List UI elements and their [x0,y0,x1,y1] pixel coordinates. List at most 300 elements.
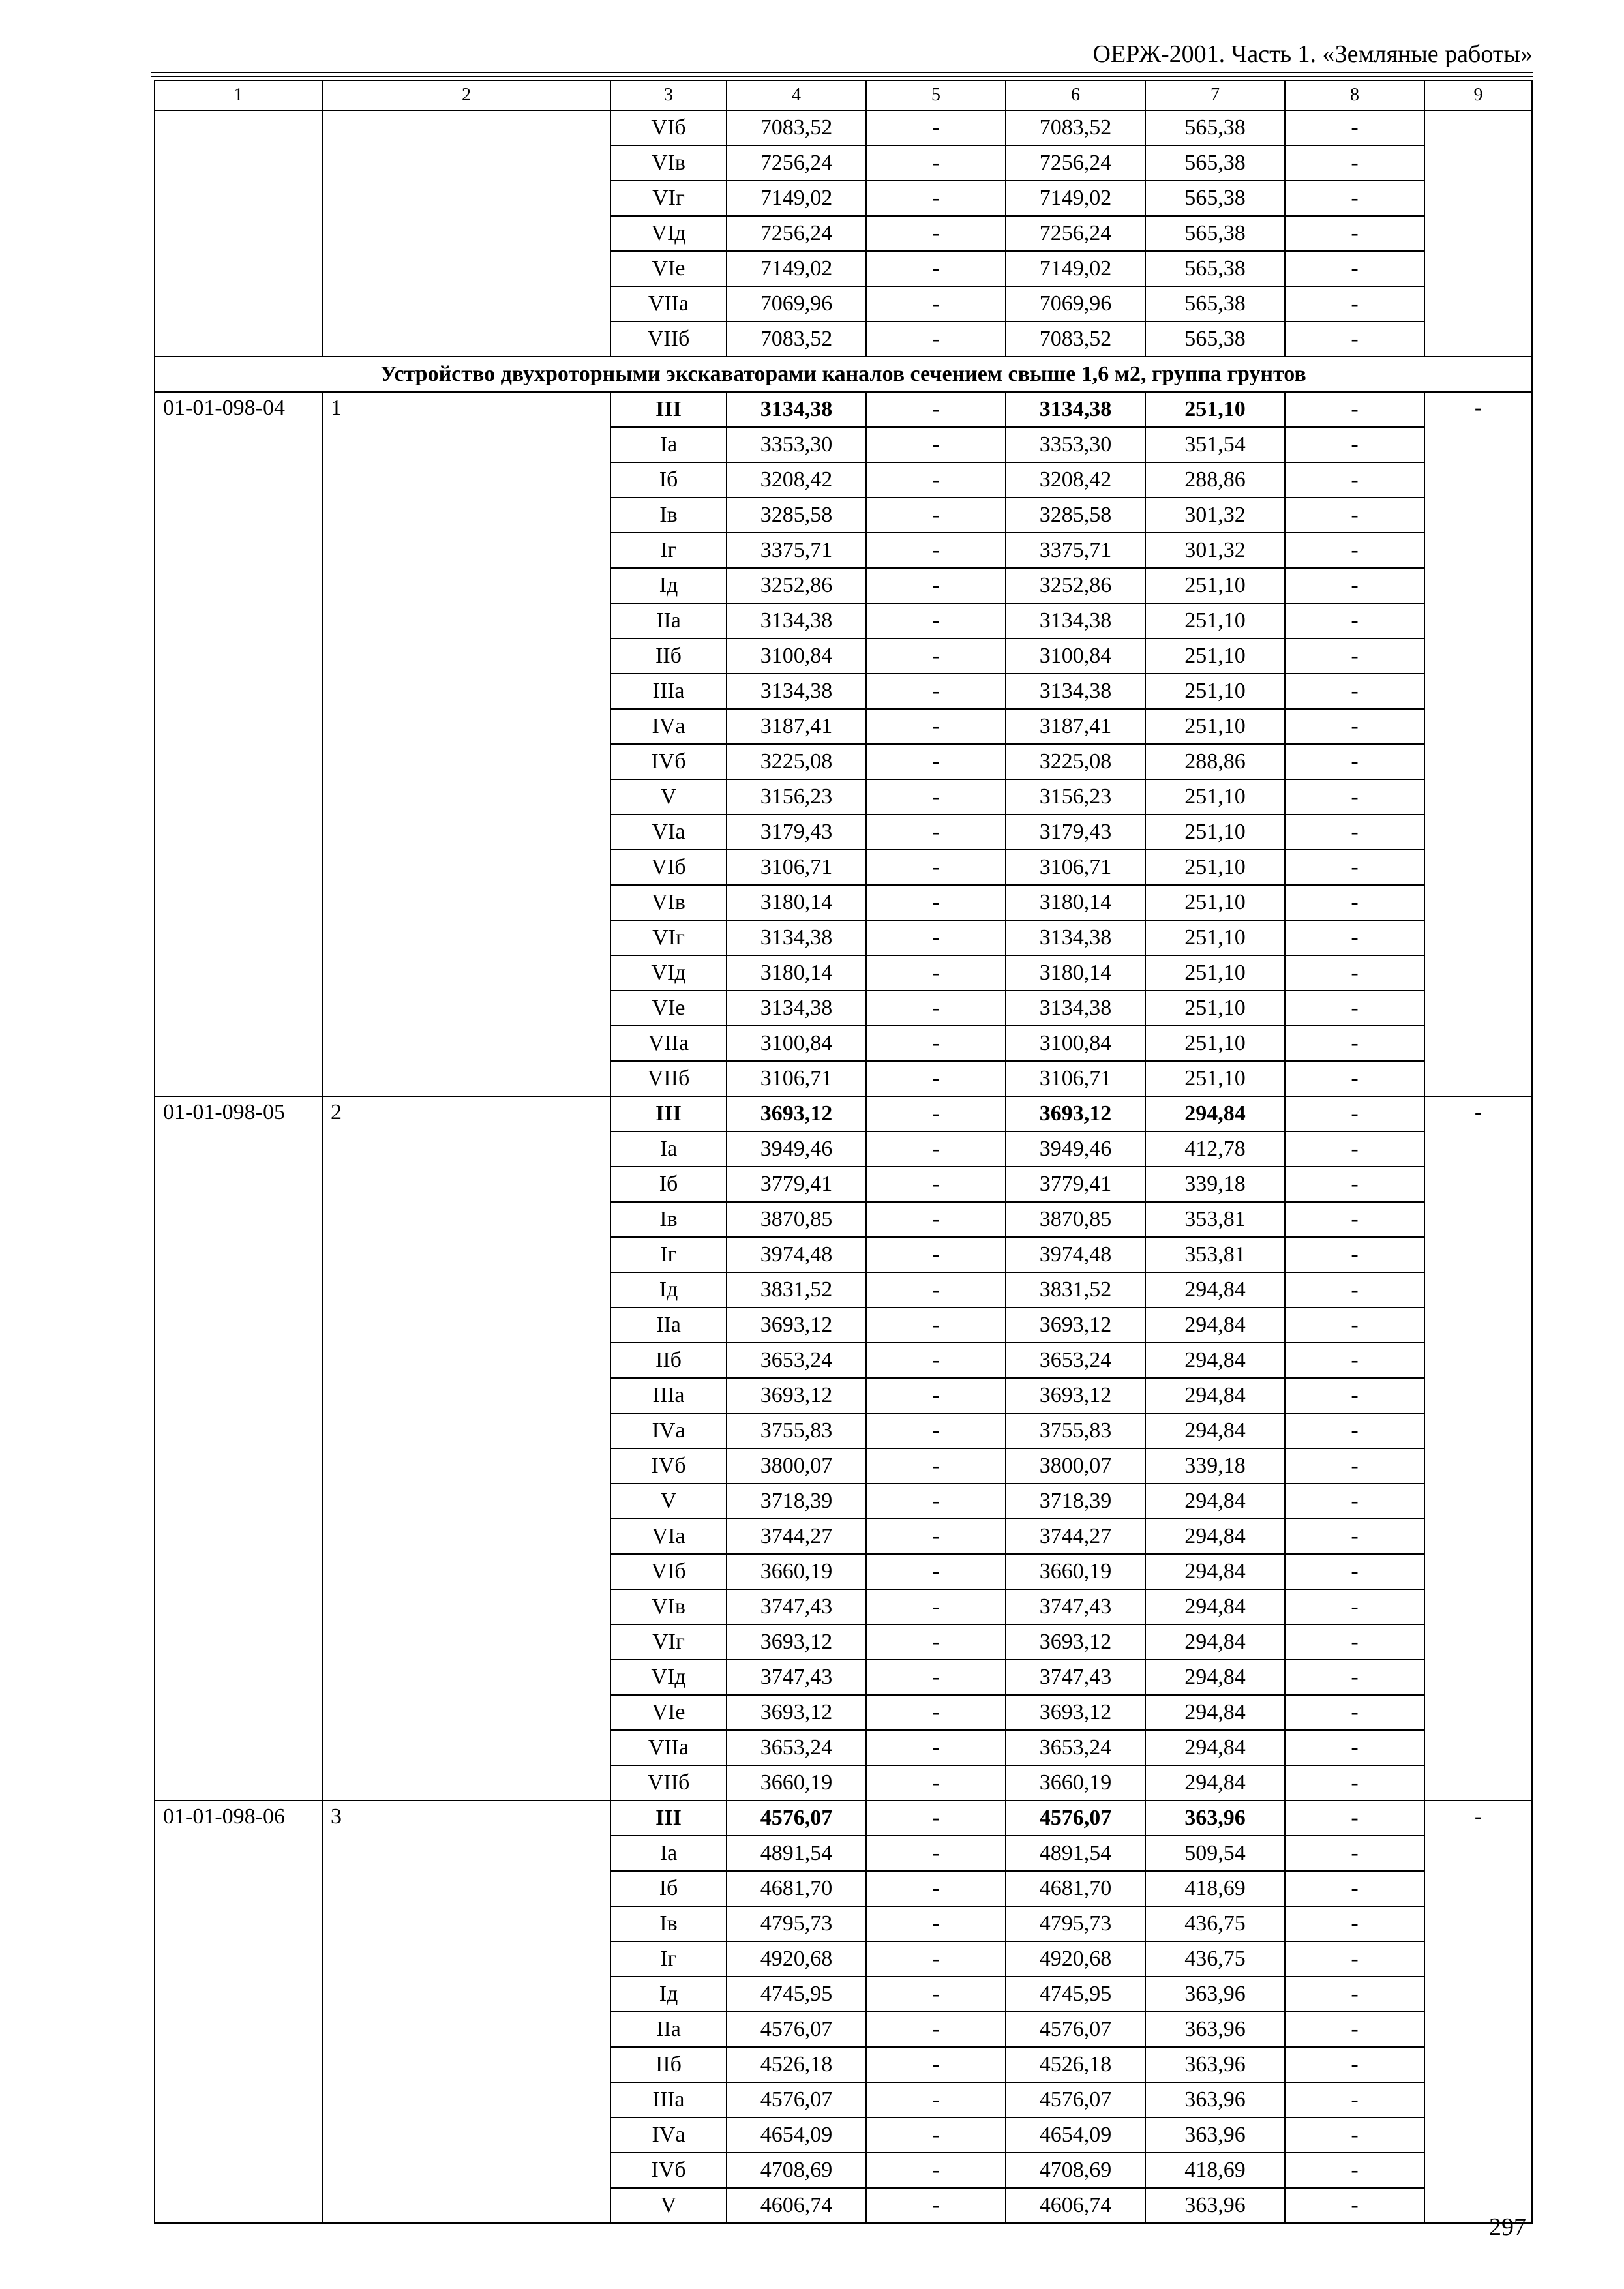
soil-group-cell: IIIа [610,1378,727,1413]
value-cell-wage: - [866,2082,1006,2117]
value-cell-operators: 353,81 [1145,1237,1285,1272]
value-cell-total: 3660,19 [727,1554,866,1589]
value-cell-wage: - [866,1519,1006,1554]
soil-group-cell: VIб [610,1554,727,1589]
value-cell-total: 3718,39 [727,1484,866,1519]
value-cell-materials: - [1285,1730,1424,1765]
soil-group-cell: Iг [610,1237,727,1272]
value-cell-total: 4654,09 [727,2117,866,2153]
value-cell-materials: - [1285,885,1424,920]
value-cell-machines: 4795,73 [1006,1906,1145,1941]
value-cell-machines: 7083,52 [1006,110,1145,145]
value-cell-total: 7083,52 [727,110,866,145]
value-cell-machines: 3653,24 [1006,1730,1145,1765]
value-cell-wage: - [866,779,1006,815]
value-cell-machines: 3718,39 [1006,1484,1145,1519]
value-cell-wage: - [866,1801,1006,1836]
value-cell-materials: - [1285,1484,1424,1519]
value-cell-wage: - [866,427,1006,462]
value-cell-wage: - [866,1202,1006,1237]
value-cell-wage: - [866,709,1006,744]
soil-group-cell: VIд [610,1660,727,1695]
value-cell-total: 3693,12 [727,1695,866,1730]
value-cell-machines: 7149,02 [1006,181,1145,216]
value-cell-wage: - [866,1378,1006,1413]
value-cell-operators: 251,10 [1145,850,1285,885]
value-cell-total: 3285,58 [727,498,866,533]
value-cell-operators: 251,10 [1145,1061,1285,1096]
code-cell [155,110,322,357]
value-cell-machines: 3870,85 [1006,1202,1145,1237]
soil-group-cell: Iа [610,1131,727,1167]
value-cell-wage: - [866,1167,1006,1202]
value-cell-machines: 3134,38 [1006,603,1145,638]
value-cell-wage: - [866,1096,1006,1131]
value-cell-total: 7256,24 [727,145,866,181]
value-cell-materials: - [1285,779,1424,815]
soil-group-cell: Iд [610,568,727,603]
value-cell-machines: 3285,58 [1006,498,1145,533]
value-cell-materials: - [1285,1871,1424,1906]
value-cell-operators: 294,84 [1145,1554,1285,1589]
value-cell-total: 3100,84 [727,1026,866,1061]
value-cell-materials: - [1285,1977,1424,2012]
value-cell-machines: 3134,38 [1006,920,1145,955]
soil-group-cell: Iг [610,533,727,568]
value-cell-materials: - [1285,2153,1424,2188]
value-cell-materials: - [1285,568,1424,603]
value-cell-operators: 418,69 [1145,2153,1285,2188]
value-cell-materials: - [1285,1096,1424,1131]
value-cell-machines: 7149,02 [1006,251,1145,286]
value-cell-materials: - [1285,1167,1424,1202]
value-cell-machines: 3744,27 [1006,1519,1145,1554]
value-cell-wage: - [866,1871,1006,1906]
soil-group-cell: IIIа [610,2082,727,2117]
description-cell [322,110,610,357]
value-cell-materials: - [1285,533,1424,568]
value-cell-operators: 294,84 [1145,1308,1285,1343]
value-cell-materials: - [1285,991,1424,1026]
value-cell-materials: - [1285,1448,1424,1484]
soil-group-cell: VIв [610,885,727,920]
value-cell-materials: - [1285,286,1424,322]
value-cell-operators: 251,10 [1145,815,1285,850]
value-cell-total: 3180,14 [727,885,866,920]
value-cell-materials: - [1285,1660,1424,1695]
table-row [155,392,1532,427]
soil-group-cell: VIе [610,251,727,286]
value-cell-machines: 3660,19 [1006,1765,1145,1801]
soil-group-cell: VIIа [610,1730,727,1765]
value-cell-machines: 3949,46 [1006,1131,1145,1167]
value-cell-operators: 294,84 [1145,1730,1285,1765]
value-cell-total: 4576,07 [727,2082,866,2117]
value-cell-total: 3134,38 [727,392,866,427]
value-cell-materials: - [1285,603,1424,638]
value-cell-wage: - [866,1308,1006,1343]
value-cell-machines: 4576,07 [1006,1801,1145,1836]
soil-group-cell: VIг [610,920,727,955]
column-number-cell: 4 [727,80,866,110]
soil-group-cell: V [610,1484,727,1519]
soil-group-cell: V [610,2188,727,2223]
value-cell-operators: 294,84 [1145,1484,1285,1519]
value-cell-total: 3747,43 [727,1660,866,1695]
soil-group-cell: IVа [610,1413,727,1448]
value-cell-materials: - [1285,920,1424,955]
value-cell-wage: - [866,181,1006,216]
description-cell: 3 [322,1801,610,2223]
table-body [155,80,1532,2223]
value-cell-operators: 294,84 [1145,1589,1285,1624]
soil-group-cell: Iг [610,1941,727,1977]
value-cell-materials: - [1285,674,1424,709]
value-cell-materials: - [1285,110,1424,145]
value-cell-wage: - [866,674,1006,709]
document-title: ОЕРЖ-2001. Часть 1. «Земляные работы» [1092,40,1533,68]
value-cell-total: 4681,70 [727,1871,866,1906]
soil-group-cell: IIб [610,638,727,674]
value-cell-total: 3660,19 [727,1765,866,1801]
value-cell-wage: - [866,1061,1006,1096]
value-cell-materials: - [1285,1941,1424,1977]
value-cell-operators: 565,38 [1145,216,1285,251]
value-cell-total: 3134,38 [727,603,866,638]
value-cell-operators: 339,18 [1145,1167,1285,1202]
value-cell-machines: 7256,24 [1006,216,1145,251]
value-cell-machines: 3134,38 [1006,392,1145,427]
value-cell-total: 3134,38 [727,674,866,709]
value-cell-wage: - [866,2188,1006,2223]
value-cell-operators: 339,18 [1145,1448,1285,1484]
header-rule [151,72,1533,73]
column-9-cell: - [1424,1801,1532,2223]
value-cell-wage: - [866,1272,1006,1308]
value-cell-operators: 294,84 [1145,1378,1285,1413]
value-cell-total: 3693,12 [727,1096,866,1131]
value-cell-materials: - [1285,427,1424,462]
value-cell-materials: - [1285,1131,1424,1167]
value-cell-wage: - [866,603,1006,638]
soil-group-cell: III [610,392,727,427]
table-row [155,1096,1532,1131]
value-cell-machines: 3208,42 [1006,462,1145,498]
value-cell-wage: - [866,1448,1006,1484]
value-cell-total: 4576,07 [727,1801,866,1836]
description-cell: 1 [322,392,610,1096]
value-cell-operators: 436,75 [1145,1941,1285,1977]
value-cell-machines: 4681,70 [1006,1871,1145,1906]
column-number-row [155,80,1532,110]
value-cell-total: 4606,74 [727,2188,866,2223]
code-cell: 01-01-098-04 [155,392,322,1096]
value-cell-machines: 3225,08 [1006,744,1145,779]
value-cell-operators: 565,38 [1145,286,1285,322]
soil-group-cell: IVб [610,744,727,779]
value-cell-operators: 565,38 [1145,322,1285,357]
value-cell-wage: - [866,1589,1006,1624]
value-cell-materials: - [1285,1801,1424,1836]
value-cell-materials: - [1285,1237,1424,1272]
column-number-cell: 9 [1424,80,1532,110]
soil-group-cell: VIб [610,850,727,885]
value-cell-operators: 288,86 [1145,744,1285,779]
value-cell-materials: - [1285,322,1424,357]
value-cell-machines: 3187,41 [1006,709,1145,744]
value-cell-wage: - [866,1906,1006,1941]
value-cell-machines: 4606,74 [1006,2188,1145,2223]
soil-group-cell: Iб [610,1871,727,1906]
value-cell-operators: 412,78 [1145,1131,1285,1167]
value-cell-machines: 4891,54 [1006,1836,1145,1871]
value-cell-wage: - [866,885,1006,920]
value-cell-machines: 3831,52 [1006,1272,1145,1308]
soil-group-cell: VIд [610,955,727,991]
value-cell-wage: - [866,1413,1006,1448]
value-cell-operators: 363,96 [1145,2082,1285,2117]
value-cell-materials: - [1285,1061,1424,1096]
value-cell-wage: - [866,2012,1006,2047]
value-cell-total: 3208,42 [727,462,866,498]
value-cell-machines: 7256,24 [1006,145,1145,181]
soil-group-cell: VIг [610,181,727,216]
value-cell-operators: 251,10 [1145,638,1285,674]
value-cell-wage: - [866,1484,1006,1519]
value-cell-wage: - [866,533,1006,568]
value-cell-wage: - [866,392,1006,427]
page-header [151,38,1533,78]
soil-group-cell: IIIа [610,674,727,709]
value-cell-materials: - [1285,1343,1424,1378]
value-cell-total: 3225,08 [727,744,866,779]
value-cell-operators: 363,96 [1145,2188,1285,2223]
value-cell-total: 3179,43 [727,815,866,850]
value-cell-machines: 3252,86 [1006,568,1145,603]
value-cell-materials: - [1285,850,1424,885]
value-cell-machines: 3180,14 [1006,885,1145,920]
value-cell-total: 4745,95 [727,1977,866,2012]
value-cell-total: 4891,54 [727,1836,866,1871]
section-title-row [155,357,1532,392]
value-cell-total: 7256,24 [727,216,866,251]
value-cell-total: 3134,38 [727,920,866,955]
value-cell-machines: 3106,71 [1006,1061,1145,1096]
soil-group-cell: IVа [610,2117,727,2153]
value-cell-materials: - [1285,462,1424,498]
code-cell: 01-01-098-06 [155,1801,322,2223]
table-row [155,110,1532,145]
value-cell-operators: 294,84 [1145,1343,1285,1378]
value-cell-total: 3693,12 [727,1378,866,1413]
soil-group-cell: III [610,1801,727,1836]
value-cell-wage: - [866,1836,1006,1871]
value-cell-machines: 3693,12 [1006,1624,1145,1660]
value-cell-materials: - [1285,744,1424,779]
value-cell-operators: 363,96 [1145,2117,1285,2153]
value-cell-wage: - [866,850,1006,885]
soil-group-cell: Iв [610,1202,727,1237]
value-cell-operators: 351,54 [1145,427,1285,462]
value-cell-machines: 4576,07 [1006,2012,1145,2047]
soil-group-cell: Iд [610,1272,727,1308]
value-cell-materials: - [1285,709,1424,744]
value-cell-machines: 3974,48 [1006,1237,1145,1272]
value-cell-machines: 3693,12 [1006,1695,1145,1730]
value-cell-total: 3100,84 [727,638,866,674]
soil-group-cell: IIа [610,603,727,638]
value-cell-total: 3831,52 [727,1272,866,1308]
value-cell-operators: 294,84 [1145,1272,1285,1308]
soil-group-cell: VIв [610,1589,727,1624]
value-cell-operators: 294,84 [1145,1413,1285,1448]
value-cell-machines: 3693,12 [1006,1096,1145,1131]
value-cell-machines: 3100,84 [1006,1026,1145,1061]
value-cell-materials: - [1285,2012,1424,2047]
value-cell-machines: 4654,09 [1006,2117,1145,2153]
value-cell-machines: 3134,38 [1006,674,1145,709]
soil-group-cell: VIд [610,216,727,251]
value-cell-wage: - [866,1026,1006,1061]
soil-group-cell: IVб [610,2153,727,2188]
value-cell-wage: - [866,744,1006,779]
section-title: Устройство двухроторными экскаваторами каналов сечением свыше 1,6 м2, группа грунтов [155,357,1532,392]
value-cell-machines: 3693,12 [1006,1378,1145,1413]
value-cell-wage: - [866,815,1006,850]
value-cell-machines: 3747,43 [1006,1589,1145,1624]
value-cell-operators: 294,84 [1145,1695,1285,1730]
value-cell-materials: - [1285,181,1424,216]
value-cell-wage: - [866,1660,1006,1695]
value-cell-operators: 565,38 [1145,110,1285,145]
value-cell-machines: 3353,30 [1006,427,1145,462]
value-cell-operators: 251,10 [1145,955,1285,991]
value-cell-wage: - [866,322,1006,357]
value-cell-machines: 7069,96 [1006,286,1145,322]
value-cell-total: 3653,24 [727,1343,866,1378]
value-cell-wage: - [866,286,1006,322]
value-cell-operators: 294,84 [1145,1519,1285,1554]
value-cell-total: 3693,12 [727,1308,866,1343]
value-cell-materials: - [1285,1519,1424,1554]
value-cell-materials: - [1285,1413,1424,1448]
column-number-cell: 8 [1285,80,1424,110]
soil-group-cell: IIб [610,1343,727,1378]
value-cell-wage: - [866,1343,1006,1378]
value-cell-operators: 363,96 [1145,1801,1285,1836]
description-cell: 2 [322,1096,610,1801]
value-cell-total: 4920,68 [727,1941,866,1977]
soil-group-cell: IIа [610,1308,727,1343]
value-cell-materials: - [1285,638,1424,674]
value-cell-operators: 509,54 [1145,1836,1285,1871]
value-cell-machines: 4745,95 [1006,1977,1145,2012]
soil-group-cell: VIа [610,1519,727,1554]
value-cell-total: 3974,48 [727,1237,866,1272]
value-cell-operators: 251,10 [1145,392,1285,427]
value-cell-operators: 565,38 [1145,181,1285,216]
value-cell-total: 3800,07 [727,1448,866,1484]
soil-group-cell: IIа [610,2012,727,2047]
price-table [154,80,1533,2224]
soil-group-cell: VIа [610,815,727,850]
value-cell-operators: 251,10 [1145,709,1285,744]
value-cell-total: 7083,52 [727,322,866,357]
value-cell-operators: 294,84 [1145,1096,1285,1131]
value-cell-total: 3744,27 [727,1519,866,1554]
value-cell-total: 4708,69 [727,2153,866,2188]
value-cell-materials: - [1285,1765,1424,1801]
value-cell-total: 4526,18 [727,2047,866,2082]
value-cell-total: 3106,71 [727,850,866,885]
value-cell-operators: 251,10 [1145,1026,1285,1061]
value-cell-machines: 3653,24 [1006,1343,1145,1378]
value-cell-wage: - [866,991,1006,1026]
value-cell-machines: 3180,14 [1006,955,1145,991]
soil-group-cell: IVа [610,709,727,744]
value-cell-total: 4795,73 [727,1906,866,1941]
soil-group-cell: VIб [610,110,727,145]
value-cell-machines: 4576,07 [1006,2082,1145,2117]
value-cell-wage: - [866,462,1006,498]
value-cell-operators: 251,10 [1145,779,1285,815]
column-number-cell: 2 [322,80,610,110]
value-cell-wage: - [866,1624,1006,1660]
value-cell-total: 3187,41 [727,709,866,744]
value-cell-machines: 3660,19 [1006,1554,1145,1589]
value-cell-wage: - [866,2047,1006,2082]
value-cell-total: 7069,96 [727,286,866,322]
value-cell-total: 3755,83 [727,1413,866,1448]
soil-group-cell: III [610,1096,727,1131]
column-number-cell: 5 [866,80,1006,110]
value-cell-operators: 294,84 [1145,1660,1285,1695]
value-cell-wage: - [866,568,1006,603]
soil-group-cell: Iб [610,1167,727,1202]
soil-group-cell: V [610,779,727,815]
value-cell-total: 3653,24 [727,1730,866,1765]
value-cell-wage: - [866,251,1006,286]
value-cell-total: 3353,30 [727,427,866,462]
value-cell-operators: 436,75 [1145,1906,1285,1941]
soil-group-cell: VIIа [610,1026,727,1061]
value-cell-materials: - [1285,1202,1424,1237]
column-number-cell: 6 [1006,80,1145,110]
value-cell-materials: - [1285,251,1424,286]
value-cell-operators: 363,96 [1145,2012,1285,2047]
value-cell-operators: 251,10 [1145,568,1285,603]
value-cell-materials: - [1285,2188,1424,2223]
value-cell-machines: 3693,12 [1006,1308,1145,1343]
value-cell-machines: 4920,68 [1006,1941,1145,1977]
value-cell-operators: 418,69 [1145,1871,1285,1906]
value-cell-total: 3779,41 [727,1167,866,1202]
soil-group-cell: VIIа [610,286,727,322]
value-cell-materials: - [1285,815,1424,850]
value-cell-operators: 565,38 [1145,145,1285,181]
value-cell-materials: - [1285,1378,1424,1413]
value-cell-total: 3870,85 [727,1202,866,1237]
soil-group-cell: VIг [610,1624,727,1660]
value-cell-machines: 7083,52 [1006,322,1145,357]
value-cell-total: 3252,86 [727,568,866,603]
value-cell-wage: - [866,1941,1006,1977]
value-cell-wage: - [866,955,1006,991]
value-cell-materials: - [1285,1589,1424,1624]
column-number-cell: 7 [1145,80,1285,110]
soil-group-cell: VIIб [610,1061,727,1096]
column-number-cell: 3 [610,80,727,110]
